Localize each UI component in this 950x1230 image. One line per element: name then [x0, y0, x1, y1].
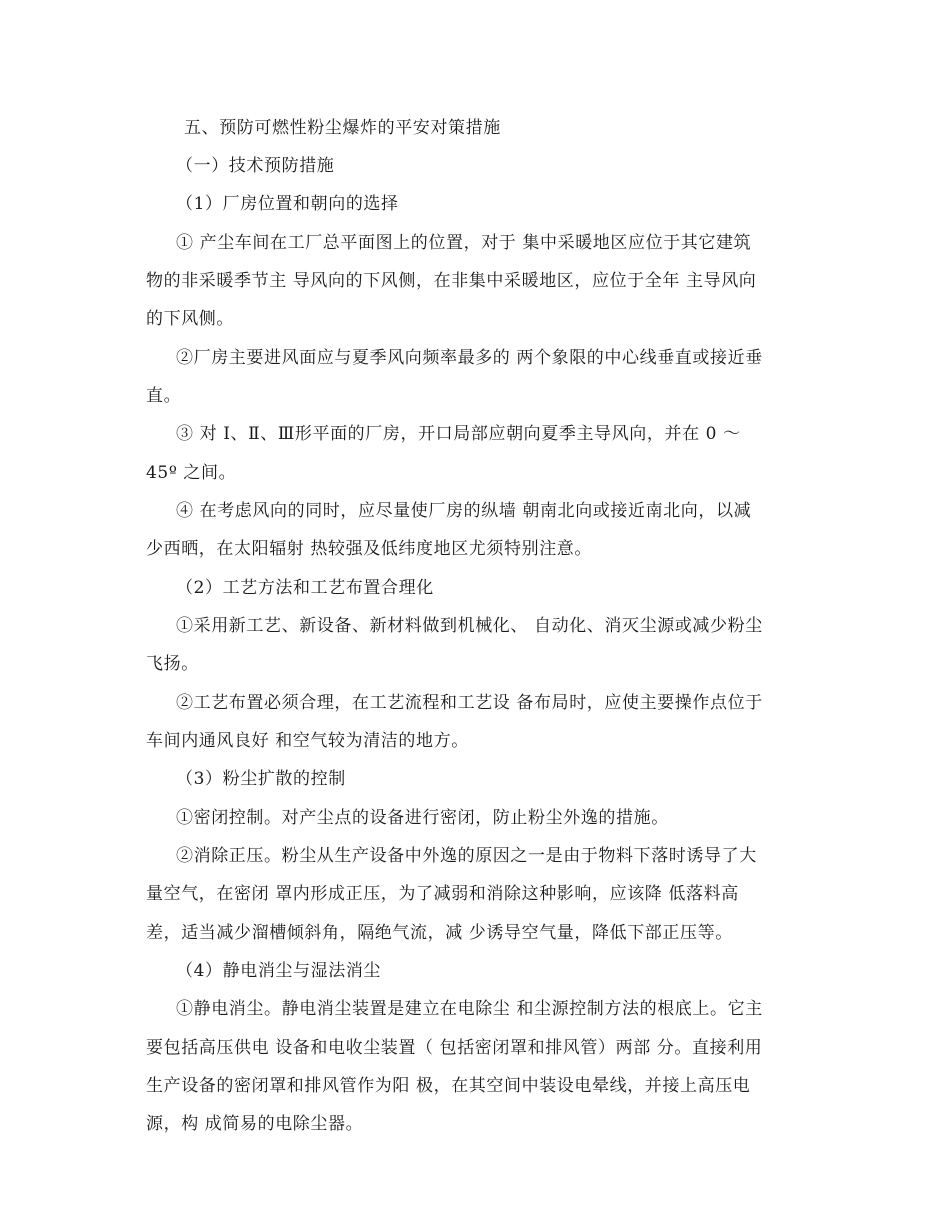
text-line: 差，适当减少溜槽倾斜角，隔绝气流，减 少诱导空气量，降低下部正压等。: [146, 923, 733, 943]
text-line: 少西晒，在太阳辐射 热较强及低纬度地区尤须特别注意。: [146, 539, 593, 559]
text-line: 车间内通风良好 和空气较为清洁的地方。: [146, 731, 469, 751]
text-line: ③ 对 I、Ⅱ、Ⅲ形平面的厂房，开口局部应朝向夏季主导风向，并在 0 ～: [176, 424, 741, 444]
text-line: （一）技术预防措施: [176, 156, 335, 176]
text-line: 量空气，在密闭 罩内形成正压，为了减弱和消除这种影响，应该降 低落料高: [146, 884, 739, 904]
text-line: （1）厂房位置和朝向的选择: [176, 194, 399, 214]
text-line: 要包括高压供电 设备和电收尘装置（ 包括密闭罩和排风管）两部 分。直接利用: [146, 1038, 763, 1058]
text-line: 飞扬。: [146, 654, 199, 674]
text-line: 直。: [146, 386, 182, 406]
text-line: ① 产尘车间在工厂总平面图上的位置，对于 集中采暖地区应位于其它建筑: [176, 233, 752, 253]
text-line: 的下风侧。: [146, 309, 234, 329]
text-line: 45º 之间。: [146, 463, 237, 483]
text-line: ①采用新工艺、新设备、新材料做到机械化、 自动化、消灭尘源或减少粉尘: [176, 616, 763, 636]
text-line: ④ 在考虑风向的同时，应尽量使厂房的纵墙 朝南北向或接近南北向，以减: [176, 501, 752, 521]
text-line: （4）静电消尘与湿法消尘: [176, 961, 382, 981]
text-line: ①密闭控制。对产尘点的设备进行密闭，防止粉尘外逸的措施。: [176, 808, 669, 828]
text-line: 五、预防可燃性粉尘爆炸的平安对策措施: [184, 118, 501, 138]
text-line: ②工艺布置必须合理，在工艺流程和工艺设 备布局时，应使主要操作点位于: [176, 693, 763, 713]
text-line: （2）工艺方法和工艺布置合理化: [176, 578, 434, 598]
text-line: （3）粉尘扩散的控制: [176, 769, 346, 789]
text-line: ①静电消尘。静电消尘装置是建立在电除尘 和尘源控制方法的根底上。它主: [176, 999, 763, 1019]
text-line: 物的非采暖季节主 导风向的下风侧，在非集中采暖地区，应位于全年 主导风向: [146, 271, 757, 291]
text-line: 源，构 成简易的电除尘器。: [146, 1114, 364, 1134]
text-line: 生产设备的密闭罩和排风管作为阳 极，在其空间中装设电晕线，并接上高压电: [146, 1076, 751, 1096]
text-line: ②厂房主要进风面应与夏季风向频率最多的 两个象限的中心线垂直或接近垂: [176, 348, 763, 368]
text-line: ②消除正压。粉尘从生产设备中外逸的原因之一是由于物料下落时诱导了大: [176, 846, 757, 866]
